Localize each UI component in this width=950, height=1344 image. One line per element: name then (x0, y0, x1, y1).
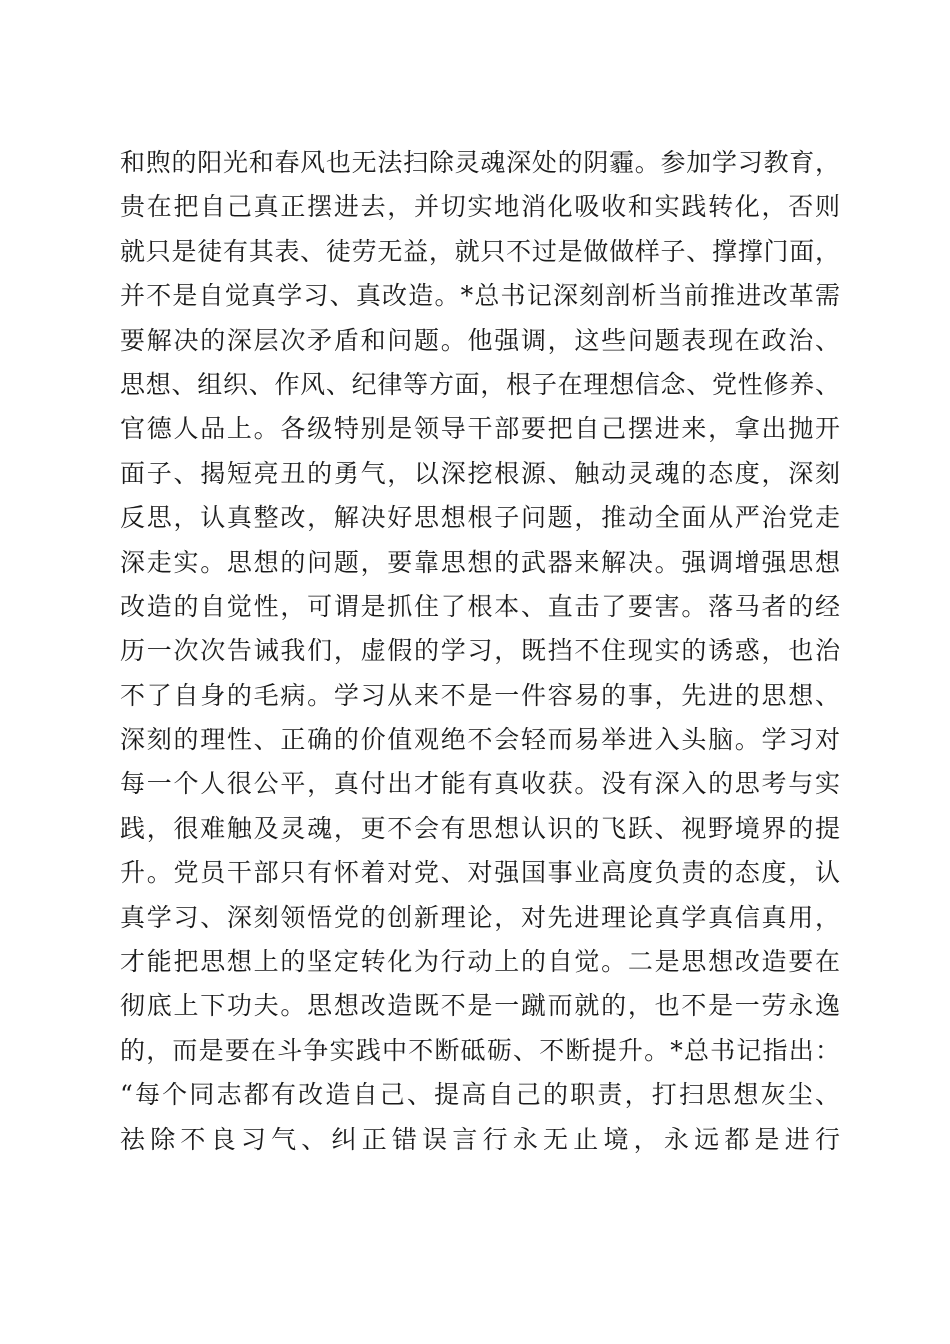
text-line: “每个同志都有改造自己、提高自己的职责，打扫思想灰尘、 (120, 1080, 840, 1110)
text-line: 深刻的理性、正确的价值观绝不会轻而易举进入头脑。学习对 (120, 725, 840, 755)
text-line: 深走实。思想的问题，要靠思想的武器来解决。强调增强思想 (120, 547, 840, 577)
text-line: 改造的自觉性，可谓是抓住了根本、直击了要害。落马者的经 (120, 591, 840, 621)
text-line: 贵在把自己真正摆进去，并切实地消化吸收和实践转化，否则 (120, 192, 840, 222)
text-line: 升。党员干部只有怀着对党、对强国事业高度负责的态度，认 (120, 858, 840, 888)
text-line: 面子、揭短亮丑的勇气，以深挖根源、触动灵魂的态度，深刻 (120, 458, 840, 488)
text-line: 要解决的深层次矛盾和问题。他强调，这些问题表现在政治、 (120, 325, 840, 355)
text-line: 反思，认真整改，解决好思想根子问题，推动全面从严治党走 (120, 503, 840, 533)
text-line: 的，而是要在斗争实践中不断砥砺、不断提升。*总书记指出： (120, 1035, 840, 1065)
text-line: 真学习、深刻领悟党的创新理论，对先进理论真学真信真用， (120, 902, 840, 932)
text-line: 祛除不良习气、纠正错误言行永无止境，永远都是进行 (120, 1124, 840, 1154)
text-line: 历一次次告诫我们，虚假的学习，既挡不住现实的诱惑，也治 (120, 636, 840, 666)
text-line: 思想、组织、作风、纪律等方面，根子在理想信念、党性修养、 (120, 369, 840, 399)
text-line: 每一个人很公平，真付出才能有真收获。没有深入的思考与实 (120, 769, 840, 799)
text-line: 就只是徒有其表、徒劳无益，就只不过是做做样子、撑撑门面， (120, 236, 840, 266)
text-line: 和煦的阳光和春风也无法扫除灵魂深处的阴霾。参加学习教育， (120, 148, 840, 177)
text-line: 官德人品上。各级特别是领导干部要把自己摆进来，拿出抛开 (120, 414, 840, 444)
body-paragraph (120, 141, 840, 1162)
text-line: 并不是自觉真学习、真改造。*总书记深刻剖析当前推进改革需 (120, 281, 840, 311)
text-line: 才能把思想上的坚定转化为行动上的自觉。二是思想改造要在 (120, 947, 840, 977)
text-line: 践，很难触及灵魂，更不会有思想认识的飞跃、视野境界的提 (120, 813, 840, 843)
text-line: 彻底上下功夫。思想改造既不是一蹴而就的，也不是一劳永逸 (120, 991, 840, 1021)
text-line: 不了自身的毛病。学习从来不是一件容易的事，先进的思想、 (120, 680, 840, 710)
